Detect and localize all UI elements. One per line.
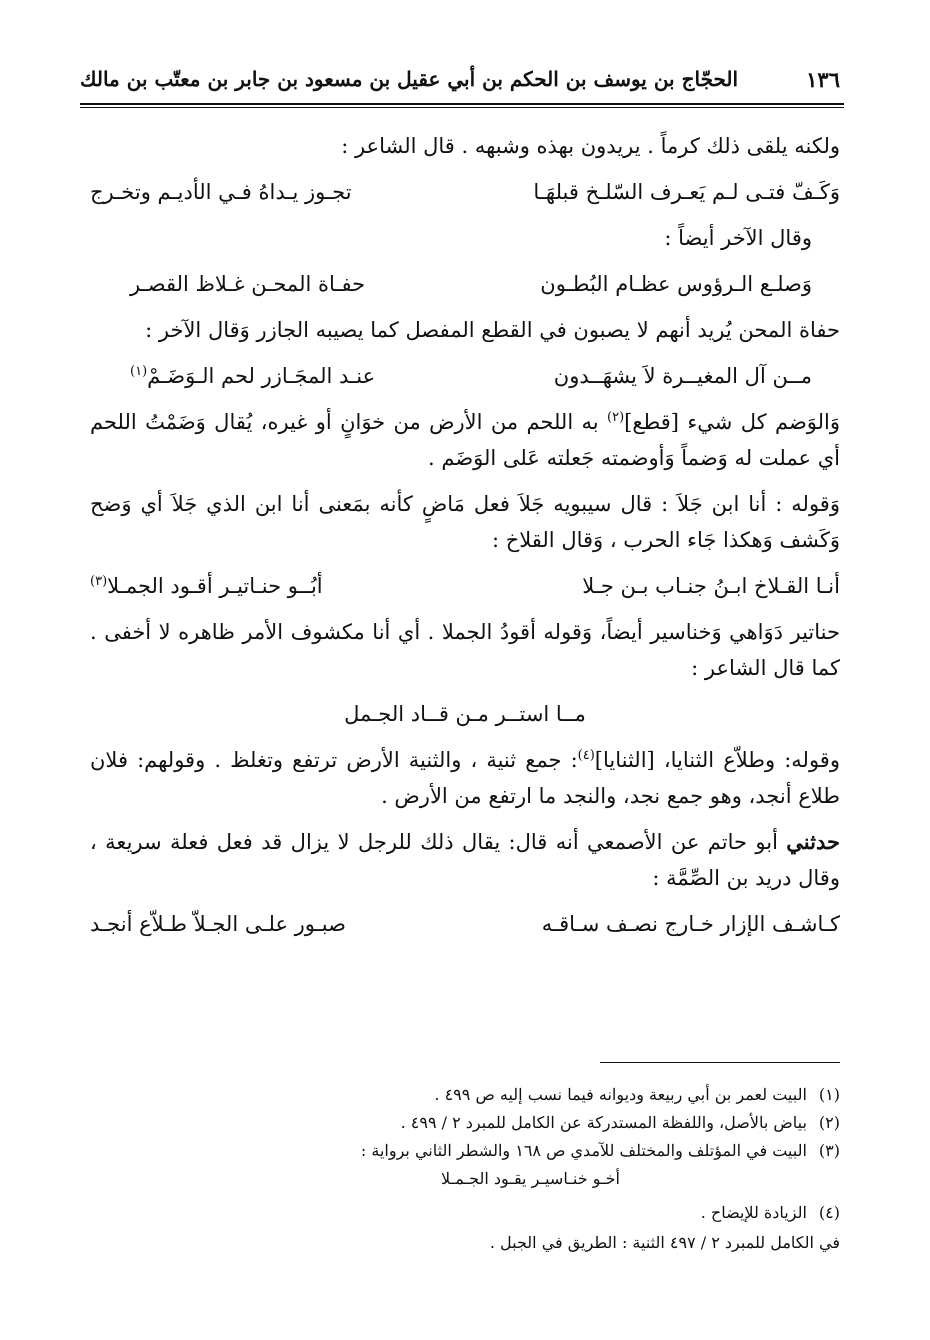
footnote-text: بياض بالأصل، واللفظة المستدركة عن الكامل للمبرد ٢ / ٤٩٩ .	[400, 1113, 807, 1132]
verse	[90, 174, 840, 210]
footnote-text: الزيادة للإيضاح .	[700, 1203, 807, 1222]
verse-text: عنـد المجَـازر لحم الـوَضَـمْ	[147, 364, 376, 388]
footnote-number: (٣)	[818, 1141, 840, 1160]
paragraph: ولكنه يلقى ذلك كرماً . يريدون بهذه وشبهه . قال الشاعر :	[341, 134, 840, 158]
footnote-marker[interactable]: (٢)	[607, 410, 625, 425]
paragraph-text: : جمع ثنية ، والثنية الأرض ترتفع وتغلظ . وقولهم: فلان طلاع أنجد، وهو جمع نجد، والنجد ما ارتفع من الأرض .	[90, 748, 840, 808]
paragraph	[90, 742, 840, 814]
verse	[90, 266, 840, 302]
footnote-rule	[600, 1062, 840, 1063]
footnote-text: البيت لعمر بن أبي ربيعة وديوانه فيما نسب إليه ص ٤٩٩ .	[434, 1085, 807, 1104]
paragraph-text: به اللحم من الأرض من خوَانٍ أو غيره، يُقال وَضَمْتُ اللحم أي عملت له وَضماً وَأوضمته جَعلته عَلى الوَضَم .	[90, 410, 840, 470]
footnote-marker[interactable]: (٣)	[90, 574, 108, 589]
paragraph-lead-word: حدثني	[786, 829, 840, 854]
footnote	[140, 1200, 840, 1226]
paragraph	[90, 404, 840, 476]
header-rule-thin	[80, 107, 844, 108]
verse-second-hemistich: صبـور علـى الجـلاّ طـلاّع أنجـد	[90, 912, 346, 936]
verse-first-hemistich: وَكَـفّ فتـى لـم يَعـرف السّلـخ قبلهَـا	[533, 180, 840, 204]
footnote-number: (٤)	[818, 1203, 840, 1222]
footnote-marker[interactable]: (١)	[130, 364, 148, 379]
page-number: ١٣٦	[806, 66, 840, 92]
footnote	[140, 1138, 840, 1164]
verse-first-hemistich: كـاشـف الإزار خـارج نصـف سـاقـه	[541, 912, 840, 936]
paragraph	[90, 824, 840, 896]
footnote	[140, 1110, 840, 1136]
paragraph: وقال الآخر أيضاً :	[664, 226, 812, 250]
verse-centered: مــا استــر مـن قــاد الجـمل	[344, 702, 586, 726]
verse	[90, 358, 840, 394]
verse-text: أبُــو حنـاتيـر أقـود الجمـلا	[107, 574, 323, 598]
verse-second-hemistich	[90, 568, 458, 604]
paragraph: وَقوله : أنا ابن جَلاَ : قال سيبويه جَلاَ فعل مَاضٍ كأنه بمَعنى أنا ابن الذي جَلاَ أي وَضح وَكَشف وَهكذا جَاء الحرب ، وَقال القلاخ :	[90, 492, 840, 552]
footnote-number: (١)	[818, 1085, 840, 1104]
paragraph: حناتير دَوَاهي وَخناسير أيضاً، وَقوله أقودُ الجملا . أي أنا مكشوف الأمر ظاهره لا أخفى . كما قال الشاعر :	[90, 620, 840, 680]
verse-second-hemistich: تجـوز يـداهُ فـي الأديـم وتخـرج	[90, 180, 352, 204]
verse	[90, 906, 840, 942]
verse-first-hemistich: مــن آل المغيــرة لاَ يشهَــدون	[553, 364, 812, 388]
footnote-marker[interactable]: (٤)	[577, 748, 595, 763]
header-rule	[80, 103, 844, 105]
verse-second-hemistich	[130, 358, 464, 394]
main-text	[90, 128, 840, 952]
footnotes	[140, 1082, 840, 1256]
footnote-verse: أخـو خنـاسيـر يقـود الجـمـلا	[440, 1169, 620, 1188]
paragraph-text: أبو حاتم عن الأصمعي أنه قال: يقال ذلك للرجل لا يزال قد فعل فعلة سريعة ، وقال دريد بن الصِّمَّة :	[90, 830, 840, 890]
footnote	[140, 1082, 840, 1108]
footnote-continuation: في الكامل للمبرد ٢ / ٤٩٧ الثنية : الطريق في الجبل .	[489, 1233, 840, 1252]
footnote-text: البيت في المؤتلف والمختلف للآمدي ص ١٦٨ والشطر الثاني برواية :	[360, 1141, 807, 1160]
verse-first-hemistich: وَصلـع الـرؤوس عظـام البُطـون	[540, 272, 812, 296]
paragraph: حفاة المحن يُريد أنهم لا يصبون في القطع المفصل كما يصيبه الجازر وَقال الآخر :	[145, 318, 840, 342]
running-title: الحجّاج بن يوسف بن الحكم بن أبي عقيل بن مسعود بن جابر بن معتّب بن مالك	[80, 67, 739, 91]
page-header	[80, 58, 840, 100]
verse	[90, 568, 840, 604]
paragraph-text: وَالوَضم كل شيء [قطع]	[624, 410, 840, 434]
verse-first-hemistich: أنـا القـلاخ ابـنُ جنـاب بـن جـلا	[582, 574, 840, 598]
paragraph-text: وقوله: وطلاّع الثنايا، [الثنايا]	[594, 748, 840, 772]
verse-second-hemistich: حفـاة المحـن غـلاظ القصـر	[130, 272, 366, 296]
footnote-number: (٢)	[818, 1113, 840, 1132]
